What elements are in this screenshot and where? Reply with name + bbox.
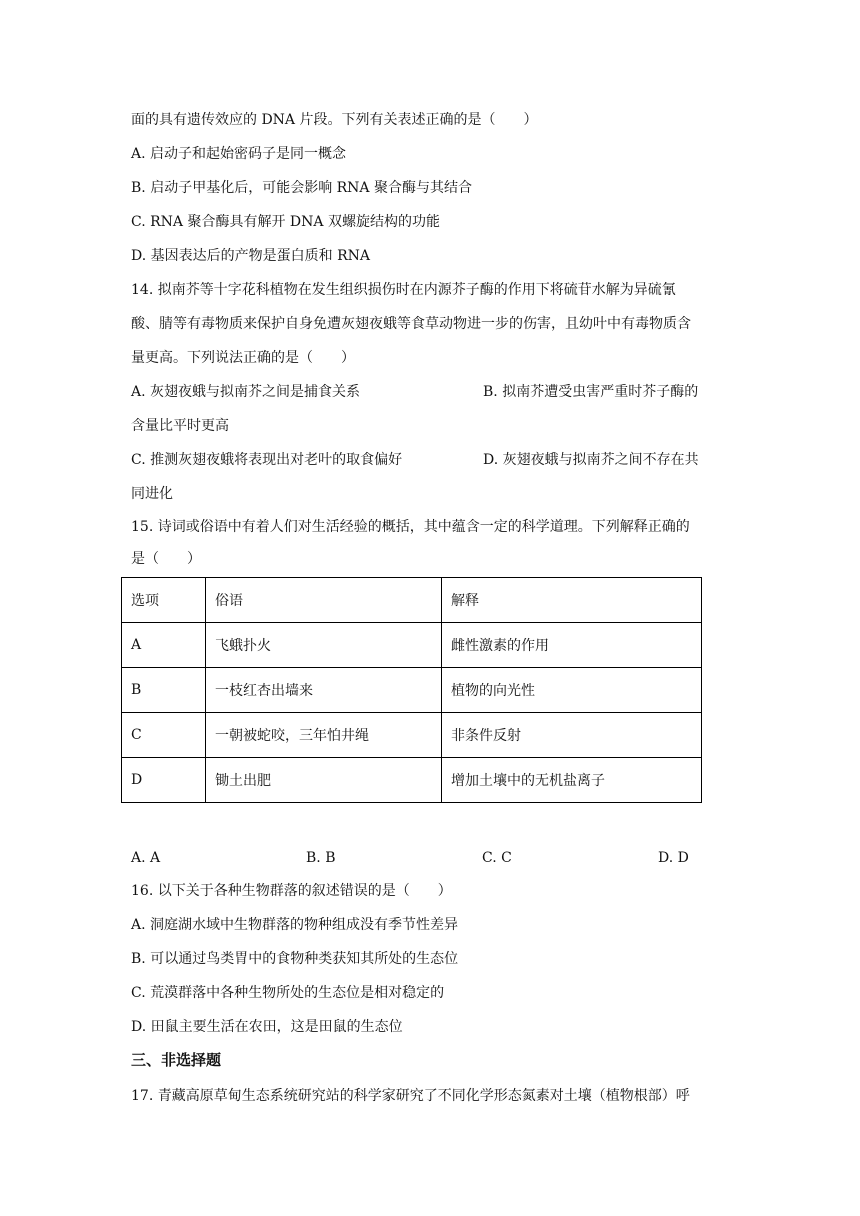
q16-option-b: B. 可以通过鸟类胃中的食物种类获知其所处的生态位 xyxy=(131,951,459,967)
table-row xyxy=(122,623,702,668)
q15-option-d: D. D xyxy=(658,850,689,866)
q14-option-b: B. 拟南芥遭受虫害严重时芥子酶的 xyxy=(483,384,699,400)
table-cell: 一枝红杏出墙来 xyxy=(206,668,442,713)
q14-option-d: D. 灰翅夜蛾与拟南芥之间不存在共 xyxy=(483,452,699,468)
section-title: 三、非选择题 xyxy=(131,1051,222,1069)
table-cell: B xyxy=(122,668,206,713)
table-cell: D xyxy=(122,758,206,803)
q16-stem: 16. 以下关于各种生物群落的叙述错误的是（ ） xyxy=(131,883,452,899)
q15-stem-line-2: 是（ ） xyxy=(131,551,201,567)
table-cell: C xyxy=(122,713,206,758)
q15-stem-line-1: 15. 诗词或俗语中有着人们对生活经验的概括，其中蕴含一定的科学道理。下列解释正确的 xyxy=(131,519,690,535)
q13-stem-continuation: 面的具有遗传效应的 DNA 片段。下列有关表述正确的是（ ） xyxy=(131,112,538,128)
q15-option-c: C. C xyxy=(482,850,512,866)
q14-stem-line-2: 酸、腈等有毒物质来保护自身免遭灰翅夜蛾等食草动物进一步的伤害，且幼叶中有毒物质含 xyxy=(131,316,691,332)
q14-option-d-continuation: 同进化 xyxy=(131,486,173,502)
q13-option-b: B. 启动子甲基化后，可能会影响 RNA 聚合酶与其结合 xyxy=(131,180,472,196)
q15-table xyxy=(121,577,702,803)
table-header-cell: 俗语 xyxy=(206,578,442,623)
table-cell: 雌性激素的作用 xyxy=(442,623,702,668)
q13-option-c: C. RNA 聚合酶具有解开 DNA 双螺旋结构的功能 xyxy=(131,214,440,230)
table-cell: 增加土壤中的无机盐离子 xyxy=(442,758,702,803)
table-cell: 一朝被蛇咬，三年怕井绳 xyxy=(206,713,442,758)
q14-option-c: C. 推测灰翅夜蛾将表现出对老叶的取食偏好 xyxy=(131,452,403,468)
table-row xyxy=(122,713,702,758)
table-cell: 非条件反射 xyxy=(442,713,702,758)
q13-option-a: A. 启动子和起始密码子是同一概念 xyxy=(131,146,347,162)
table-row xyxy=(122,758,702,803)
q15-option-a: A. A xyxy=(131,850,161,866)
q17-stem: 17. 青藏高原草甸生态系统研究站的科学家研究了不同化学形态氮素对土壤（植物根部）呼 xyxy=(131,1088,690,1104)
table-cell: A xyxy=(122,623,206,668)
table-header-cell: 解释 xyxy=(442,578,702,623)
q15-option-b: B. B xyxy=(306,850,336,866)
q16-option-c: C. 荒漠群落中各种生物所处的生态位是相对稳定的 xyxy=(131,985,445,1001)
table-cell: 植物的向光性 xyxy=(442,668,702,713)
q16-option-d: D. 田鼠主要生活在农田，这是田鼠的生态位 xyxy=(131,1019,403,1035)
table-row xyxy=(122,668,702,713)
q13-option-d: D. 基因表达后的产物是蛋白质和 RNA xyxy=(131,248,370,264)
q14-option-b-continuation: 含量比平时更高 xyxy=(131,418,229,434)
table-cell: 锄土出肥 xyxy=(206,758,442,803)
table-header-row xyxy=(122,578,702,623)
q14-stem-line-3: 量更高。下列说法正确的是（ ） xyxy=(131,350,355,366)
table-header-cell: 选项 xyxy=(122,578,206,623)
table-cell: 飞蛾扑火 xyxy=(206,623,442,668)
q14-option-a: A. 灰翅夜蛾与拟南芥之间是捕食关系 xyxy=(131,384,361,400)
q16-option-a: A. 洞庭湖水域中生物群落的物种组成没有季节性差异 xyxy=(131,917,459,933)
q14-stem-line-1: 14. 拟南芥等十字花科植物在发生组织损伤时在内源芥子酶的作用下将硫苷水解为异硫氰 xyxy=(131,282,676,298)
